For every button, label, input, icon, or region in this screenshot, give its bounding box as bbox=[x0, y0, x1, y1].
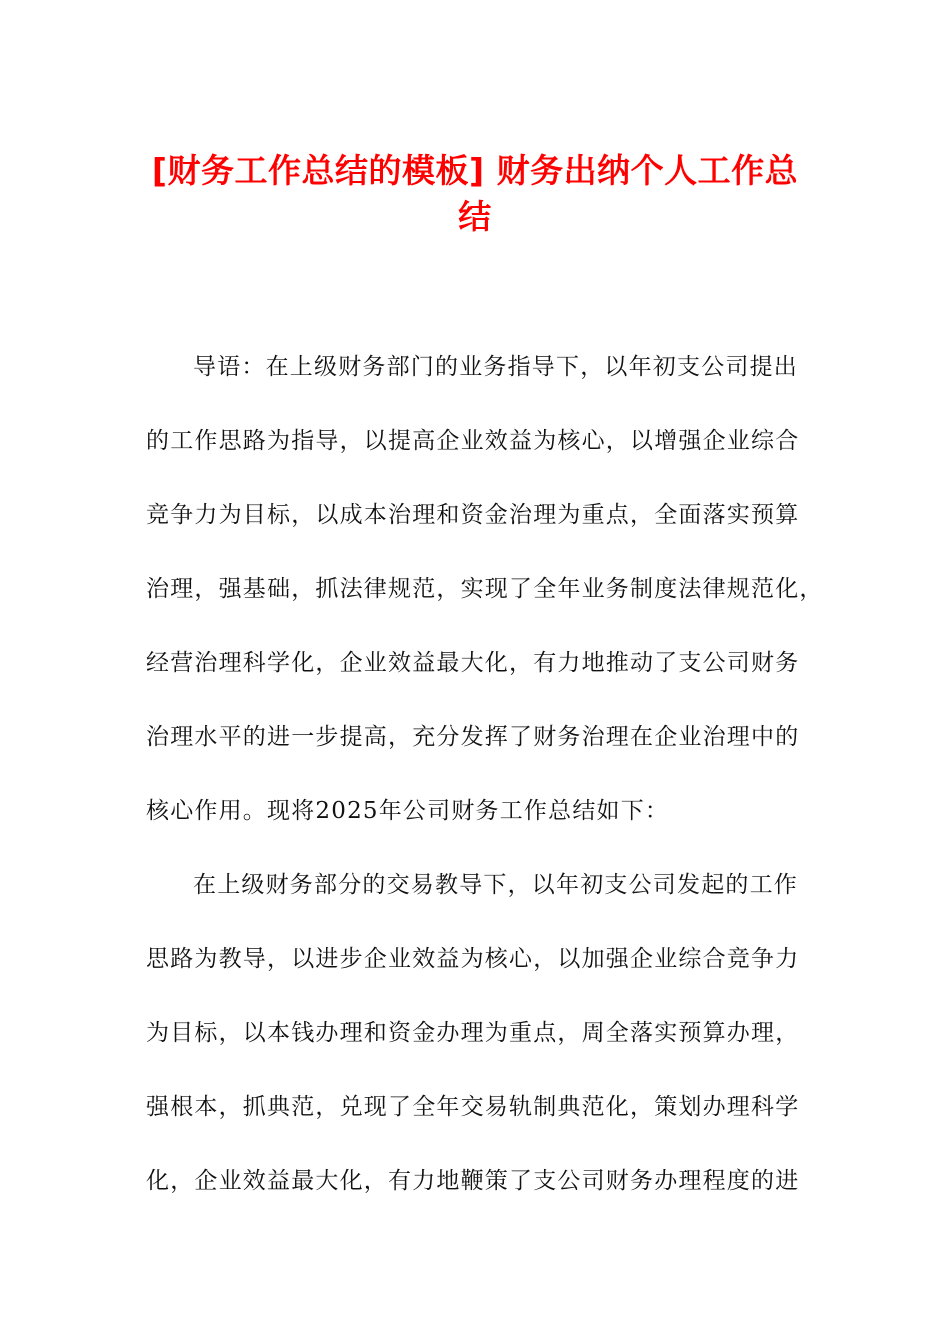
text-line: 治理水平的进一步提高，充分发挥了财务治理在企业治理中的 bbox=[146, 724, 800, 750]
text-line: 的工作思路为指导，以提高企业效益为核心，以增强企业综合 bbox=[146, 428, 800, 454]
text-line: 化，企业效益最大化，有力地鞭策了支公司财务办理程度的进 bbox=[146, 1168, 800, 1194]
text-line: 思路为教导，以进步企业效益为核心，以加强企业综合竞争力 bbox=[146, 946, 800, 972]
title-line: 结 bbox=[458, 197, 492, 236]
text-line: 核心作用。现将2025年公司财务工作总结如下： bbox=[146, 798, 670, 824]
text-line: 治理，强基础，抓法律规范，实现了全年业务制度法律规范化， bbox=[146, 576, 824, 602]
text-line: 导语：在上级财务部门的业务指导下，以年初支公司提出 bbox=[193, 354, 798, 380]
paragraph-intro bbox=[146, 330, 824, 848]
text-line: 在上级财务部分的交易教导下，以年初支公司发起的工作 bbox=[193, 872, 798, 898]
title-line: [财务工作总结的模板] 财务出纳个人工作总 bbox=[151, 151, 799, 190]
document-title bbox=[140, 148, 810, 240]
document-body bbox=[146, 330, 824, 1218]
text-line: 为目标，以本钱办理和资金办理为重点，周全落实预算办理， bbox=[146, 1020, 800, 1046]
text-line: 经营治理科学化，企业效益最大化，有力地推动了支公司财务 bbox=[146, 650, 800, 676]
paragraph-second bbox=[146, 848, 806, 1218]
text-line: 竞争力为目标，以成本治理和资金治理为重点，全面落实预算 bbox=[146, 502, 800, 528]
text-line: 强根本，抓典范，兑现了全年交易轨制典范化，策划办理科学 bbox=[146, 1094, 800, 1120]
